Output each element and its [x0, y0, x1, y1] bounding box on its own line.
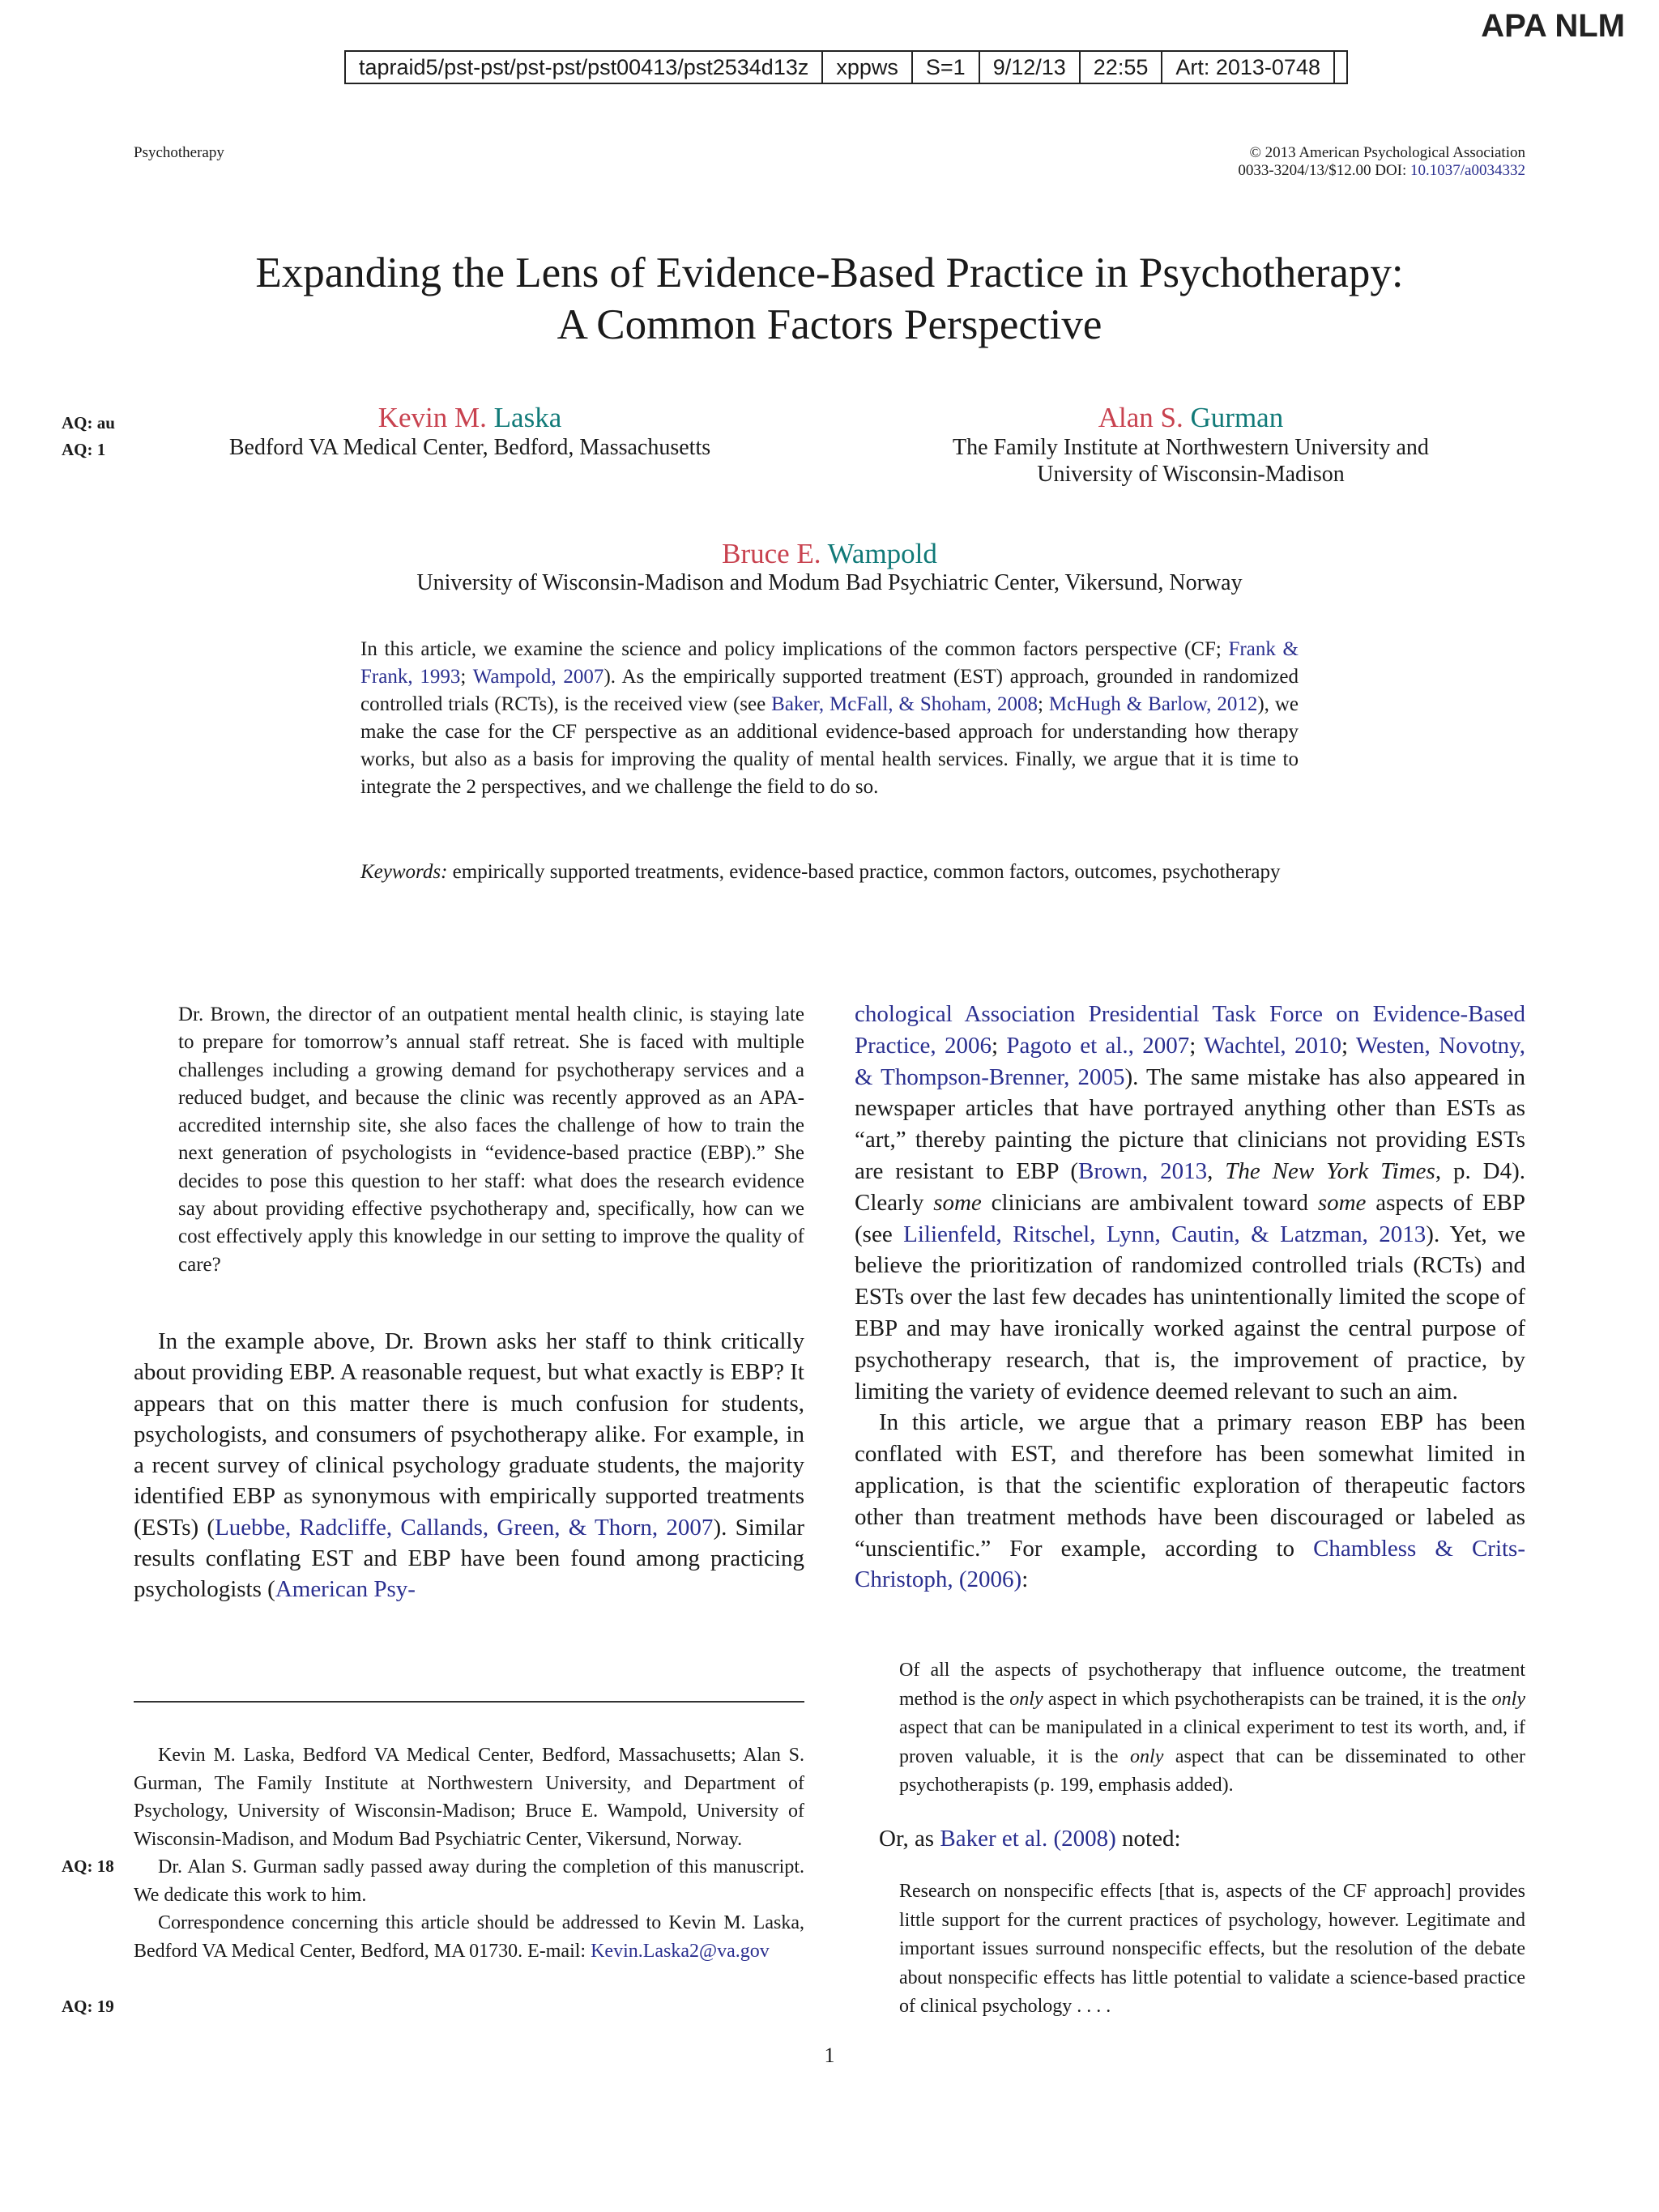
body-text: aspects of EBP (see [855, 1189, 1525, 1247]
affiliation-wampold: University of Wisconsin-Madison and Modum Bad Psychiatric Center, Vikersund, Norway [416, 570, 1243, 595]
author-first-name: Kevin M. [377, 402, 487, 433]
footnote-dedication: Dr. Alan S. Gurman sadly passed away during the completion of this manuscript. We dedicate this work to him. [134, 1856, 804, 1906]
citation-link[interactable]: chological Association Presidential Task Force on Evidence-Based Practice, 2006 [855, 1001, 1525, 1059]
author-name-gurman [851, 402, 1531, 434]
proof-cell-article: Art: 2013-0748 [1162, 52, 1335, 83]
body-paragraph [855, 999, 1525, 1407]
author-query-au: AQ: au [62, 413, 115, 433]
quote-italic: only [1009, 1688, 1043, 1710]
author-first-name: Alan S. [1098, 402, 1183, 433]
citation-link[interactable]: Baker et al. (2008) [940, 1826, 1116, 1852]
quote-italic: only [1130, 1745, 1164, 1767]
footnote-text: Correspondence concerning this article should be addressed to Kevin M. Laska, Bedford VA Medical Center, Bedford, MA 01730. E-mail: [134, 1912, 804, 1962]
block-quote-chambless [899, 1656, 1525, 1801]
body-text: : [1021, 1566, 1029, 1593]
abstract-text: ). As the empirically supported treatment (EST) approach, grounded in randomized controlled trials (RCTs), is the received view (see [360, 666, 1299, 715]
citation-link[interactable]: Brown, 2013 [1077, 1157, 1208, 1184]
author-first-name: Bruce E. [722, 538, 821, 569]
affiliation-line: The Family Institute at Northwestern University and [953, 435, 1429, 460]
abstract-text: In this article, we examine the science and policy implications of the common factors perspective (CF; [360, 638, 1229, 660]
body-text: In this article, we argue that a primary reason EBP has been conflated with EST, and therefore has been somewhat limited in application, is that the scientific exploration of therapeutic factors other than treatment methods have been discouraged or labeled as “unscientific.” For example, according to [855, 1409, 1525, 1562]
affiliation-line: University of Wisconsin-Madison [1037, 462, 1345, 487]
title-line-1: Expanding the Lens of Evidence-Based Practice in Psychotherapy: [255, 249, 1404, 296]
author-last-name: Wampold [827, 538, 937, 569]
citation-link[interactable]: Luebbe, Radcliffe, Callands, Green, & Thorn, 2007 [215, 1514, 714, 1541]
author-name-wampold [0, 538, 1659, 570]
citation-link[interactable]: Westen, Novotny, & Thompson-Brenner, 2005 [855, 1032, 1525, 1090]
abstract-text: ; [1038, 693, 1049, 715]
quote-text: Of all the aspects of psychotherapy that influence outcome, the treatment method is the [899, 1660, 1525, 1710]
body-italic: some [1317, 1189, 1367, 1216]
citation-link[interactable]: McHugh & Barlow, 2012 [1048, 693, 1258, 715]
affiliation-laska: Bedford VA Medical Center, Bedford, Massachusetts [228, 435, 711, 460]
apa-nlm-stamp: APA NLM [1481, 8, 1625, 44]
author-footnotes [134, 1741, 804, 1965]
quote-text: aspect that can be manipulated in a clinical experiment to test its worth, and, if proven valuable, it is the [899, 1717, 1525, 1767]
body-text: ; [1341, 1032, 1356, 1059]
citation-link[interactable]: Pagoto et al., 2007 [1006, 1032, 1190, 1059]
body-text: In the example above, Dr. Brown asks her staff to think critically about providing EBP. A reasonable request, but what exactly is EBP? It appears that on this matter there is much confusion for students, psychologists, and consumers of psychotherapy alike. For example, in a recent survey of clinical psychology graduate students, the majority identified EBP as synonymous with empirically supported treatments (ESTs) ( [134, 1328, 804, 1541]
title-line-2: A Common Factors Perspective [557, 301, 1102, 348]
author-last-name: Laska [493, 402, 562, 433]
copyright-line: © 2013 American Psychological Association [1249, 144, 1525, 161]
copyright-block [1238, 144, 1525, 180]
body-paragraph-left [134, 1326, 804, 1605]
journal-name: Psychotherapy [134, 144, 224, 161]
issn-price: 0033-3204/13/$12.00 DOI: [1238, 162, 1411, 179]
proof-cell-file: tapraid5/pst-pst/pst-pst/pst00413/pst2534d13z [346, 52, 823, 83]
affiliation-gurman [851, 434, 1531, 488]
body-text: ). Yet, we believe the prioritization of randomized controlled trials (RCTs) and ESTs over the last few decades has unintentionally limited the scope of EBP and may have ironically worked against the central purpose of psychotherapy research, that is, the improvement of practice, by limiting the variety of evidence deemed relevant to such an aim. [855, 1221, 1525, 1404]
citation-link[interactable]: American Psy- [275, 1576, 416, 1603]
page-number: 1 [824, 2044, 835, 2067]
citation-link[interactable]: Chambless & Crits-Christoph, (2006) [855, 1535, 1525, 1593]
citation-link[interactable]: Baker, McFall, & Shoham, 2008 [771, 693, 1038, 715]
author-query-19: AQ: 19 [62, 1997, 114, 2016]
proof-cell-date: 9/12/13 [980, 52, 1081, 83]
proof-cell-time: 22:55 [1081, 52, 1163, 83]
author-query-18: AQ: 18 [62, 1856, 114, 1876]
footnote-divider [134, 1701, 804, 1703]
article-title [0, 247, 1659, 351]
citation-link[interactable]: Wampold, 2007 [472, 666, 604, 688]
author-query-1: AQ: 1 [62, 440, 106, 459]
citation-link[interactable]: Frank & Frank, 1993 [360, 638, 1299, 688]
author-name-laska [130, 402, 810, 434]
case-vignette: Dr. Brown, the director of an outpatient mental health clinic, is staying late to prepare for tomorrow’s annual staff retreat. She is faced with multiple challenges including a growing demand for psychotherapy services and a reduced budget, and because the clinic was recently approved as an APA-accredited internship site, she also faces the challenge of how to train the next generation of psychologists in “evidence-based practice (EBP).” She decides to pose this question to her staff: what does the research evidence say about providing effective psychotherapy and, specifically, how can we cost effectively apply this knowledge in our setting to improve the quality of care? [178, 1004, 804, 1276]
body-italic: The New York Times [1225, 1157, 1435, 1184]
block-quote-baker: Research on nonspecific effects [that is, aspects of the CF approach] provides little support for the current practices of psychology, however. Legitimate and important issues surround nonspecific effects, but the resolution of the debate about nonspecific effects has little potential to validate a science-based practice of clinical psychology . . . . [899, 1881, 1525, 2017]
proof-cell-sequence: S=1 [913, 52, 980, 83]
proof-cell-empty [1335, 52, 1346, 83]
keywords-label: Keywords: [360, 861, 448, 883]
quote-italic: only [1491, 1688, 1525, 1710]
quote-text: aspect in which psychotherapists can be trained, it is the [1043, 1688, 1492, 1710]
body-text: noted: [1115, 1826, 1181, 1852]
citation-link[interactable]: Lilienfeld, Ritschel, Lynn, Cautin, & Latzman, 2013 [903, 1221, 1427, 1247]
abstract-text: ; [460, 666, 473, 688]
transition-line [879, 1826, 1181, 1852]
body-text: Or, as [879, 1826, 940, 1852]
body-paragraph [855, 1407, 1525, 1596]
body-text: , p. D4). Clearly [855, 1157, 1525, 1216]
body-italic: some [933, 1189, 982, 1216]
body-text: ). The same mistake has also appeared in newspaper articles that have portrayed anything other than ESTs as “art,” thereby painting the picture that clinicians not providing ESTs are resistant to EBP ( [855, 1063, 1525, 1184]
doi-line [1238, 162, 1525, 180]
abstract-text: ), we make the case for the CF perspective as an additional evidence-based approach for understanding how therapy works, but also as a basis for improving the quality of mental health services. Finally, we argue that it is time to integrate the 2 perspectives, and we challenge the field to do so. [360, 693, 1299, 798]
citation-link[interactable]: Wachtel, 2010 [1204, 1032, 1342, 1059]
body-text: , [1207, 1157, 1226, 1184]
abstract [360, 636, 1299, 801]
body-right-column [855, 999, 1525, 1596]
body-text: ). Similar results conflating EST and EBP have been found among practicing psychologists ( [134, 1514, 804, 1603]
body-text: clinicians are ambivalent toward [981, 1189, 1318, 1216]
body-text: ; [991, 1032, 1007, 1059]
keywords-text: empirically supported treatments, evidence-based practice, common factors, outcomes, psychotherapy [447, 861, 1281, 883]
footnote-correspondence [134, 1909, 804, 1965]
email-link[interactable]: Kevin.Laska2@va.gov [591, 1940, 770, 1962]
proof-info-bar [344, 50, 1348, 84]
doi-link[interactable]: 10.1037/a0034332 [1410, 162, 1525, 179]
body-text: ; [1189, 1032, 1205, 1059]
proof-cell-system: xppws [823, 52, 913, 83]
footnote-affiliations: Kevin M. Laska, Bedford VA Medical Center, Bedford, Massachusetts; Alan S. Gurman, The Family Institute at Northwestern University, and Department of Psychology, University of Wisconsin-Madison; Bruce E. Wampold, University of Wisconsin-Madison, and Modum Bad Psychiatric Center, Vikersund, Norway. [134, 1745, 804, 1850]
quote-text: aspect that can be disseminated to other psychotherapists (p. 199, emphasis added). [899, 1745, 1525, 1796]
keywords [360, 859, 1299, 886]
author-last-name: Gurman [1190, 402, 1284, 433]
